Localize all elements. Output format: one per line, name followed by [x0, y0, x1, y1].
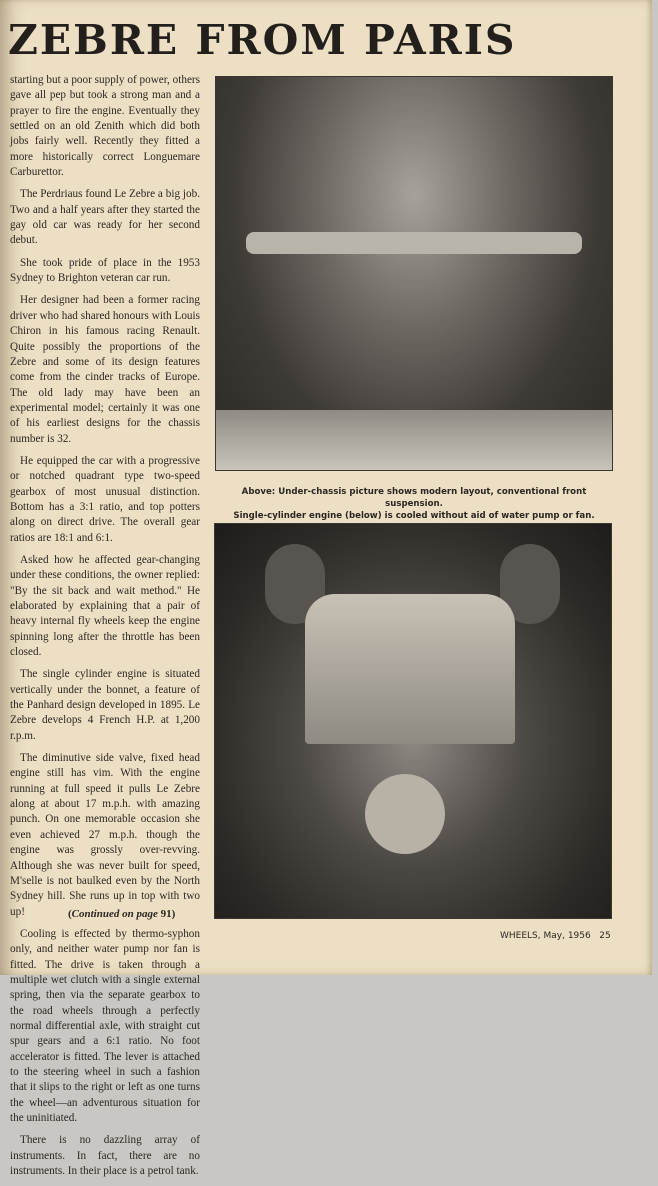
- paragraph: He equipped the car with a progressive or notched quadrant type two-speed gearbox of most unusual distinction. Bottom has a 3:1 ratio, and top potters along on direct drive. The overall gear ratios are 18:1 and 6:1.: [10, 454, 200, 544]
- paragraph: Cooling is effected by thermo-syphon only, and neither water pump nor fan is fitted. The drive is taken through a multiple wet clutch with a single external spring, then via the separate gearbox to the road wheels through a perfectly normal differential axle, with straight cut spur gears and a 6:1 ratio. No foot accelerator is fitted. The lever is attached to the steering wheel in such a fashion that it slips to the right or left as one turns the wheel—an adventurous situation for the uninitiated.: [10, 927, 200, 1124]
- article-title: ZEBRE FROM PARIS: [8, 16, 517, 64]
- paragraph: There is no dazzling array of instruments. In fact, there are no instruments. In their place is a petrol tank.: [10, 1134, 200, 1178]
- paragraph: The Perdriaus found Le Zebre a big job. Two and a half years after they started the gay old car was ready for her second debut.: [10, 188, 200, 247]
- grass-shape: [216, 410, 612, 470]
- paragraph: The single cylinder engine is situated vertically under the bonnet, a feature of the Panhard design developed in 1895. Le Zebre develops 4 French H.P. at 1,200 r.p.m.: [10, 668, 200, 742]
- paren-open: (: [68, 908, 72, 920]
- paren-close: ): [171, 908, 176, 920]
- article-body-column: [10, 73, 200, 1186]
- continued-page: 91: [160, 908, 172, 920]
- engine-photo: [214, 523, 612, 919]
- continued-note: [68, 908, 175, 920]
- paragraph: Her designer had been a former racing driver who had shared honours with Louis Chiron in his famous racing Renault. Quite possibly the proportions of the Zebre and some of its design features come from the cinder tracks of Europe. The old lady may have been an experimental model; certainly it was one of his earliest designs for the chassis number is 32.: [10, 294, 200, 445]
- page-footer: WHEELS, May, 1956 25: [500, 931, 611, 941]
- paragraph: starting but a poor supply of power, others gave all pep but took a strong man and a prayer to fire the engine. Eventually they settled on an old Zenith which did both jobs fairly well. Recently they fitted a more historically correct Longuemare Carburettor.: [10, 74, 200, 179]
- photo-caption: [212, 486, 616, 522]
- under-chassis-photo: [215, 76, 613, 471]
- paragraph: Asked how he affected gear-changing under these conditions, the owner replied: "By the sit back and wait method." He elaborated by explaining that a pair of heavy internal fly wheels keep the engine spinning long after the throttle has been closed.: [10, 553, 200, 659]
- front-axle-shape: [246, 232, 582, 254]
- engine-cap-shape: [365, 774, 445, 854]
- caption-line-1: Above: Under-chassis picture shows modern layout, conventional front suspension.: [241, 487, 587, 509]
- radiator-shape: [305, 594, 515, 744]
- caption-line-2: Single-cylinder engine (below) is cooled without aid of water pump or fan.: [233, 511, 595, 521]
- paragraph: She took pride of place in the 1953 Sydney to Brighton veteran car run.: [10, 256, 200, 285]
- paragraph: The diminutive side valve, fixed head engine still has vim. With the engine running at full speed it pulls Le Zebre along at about 17 m.p.h. with amazing punch. On one memorable occasion she even achieved 27 m.p.h. though the engine was grossly over-revving. Although she was never built for speed, M'selle is not baulked even by the North Sydney hill. She runs up in top with two up!: [10, 752, 200, 918]
- continued-text: Continued on page: [71, 908, 158, 920]
